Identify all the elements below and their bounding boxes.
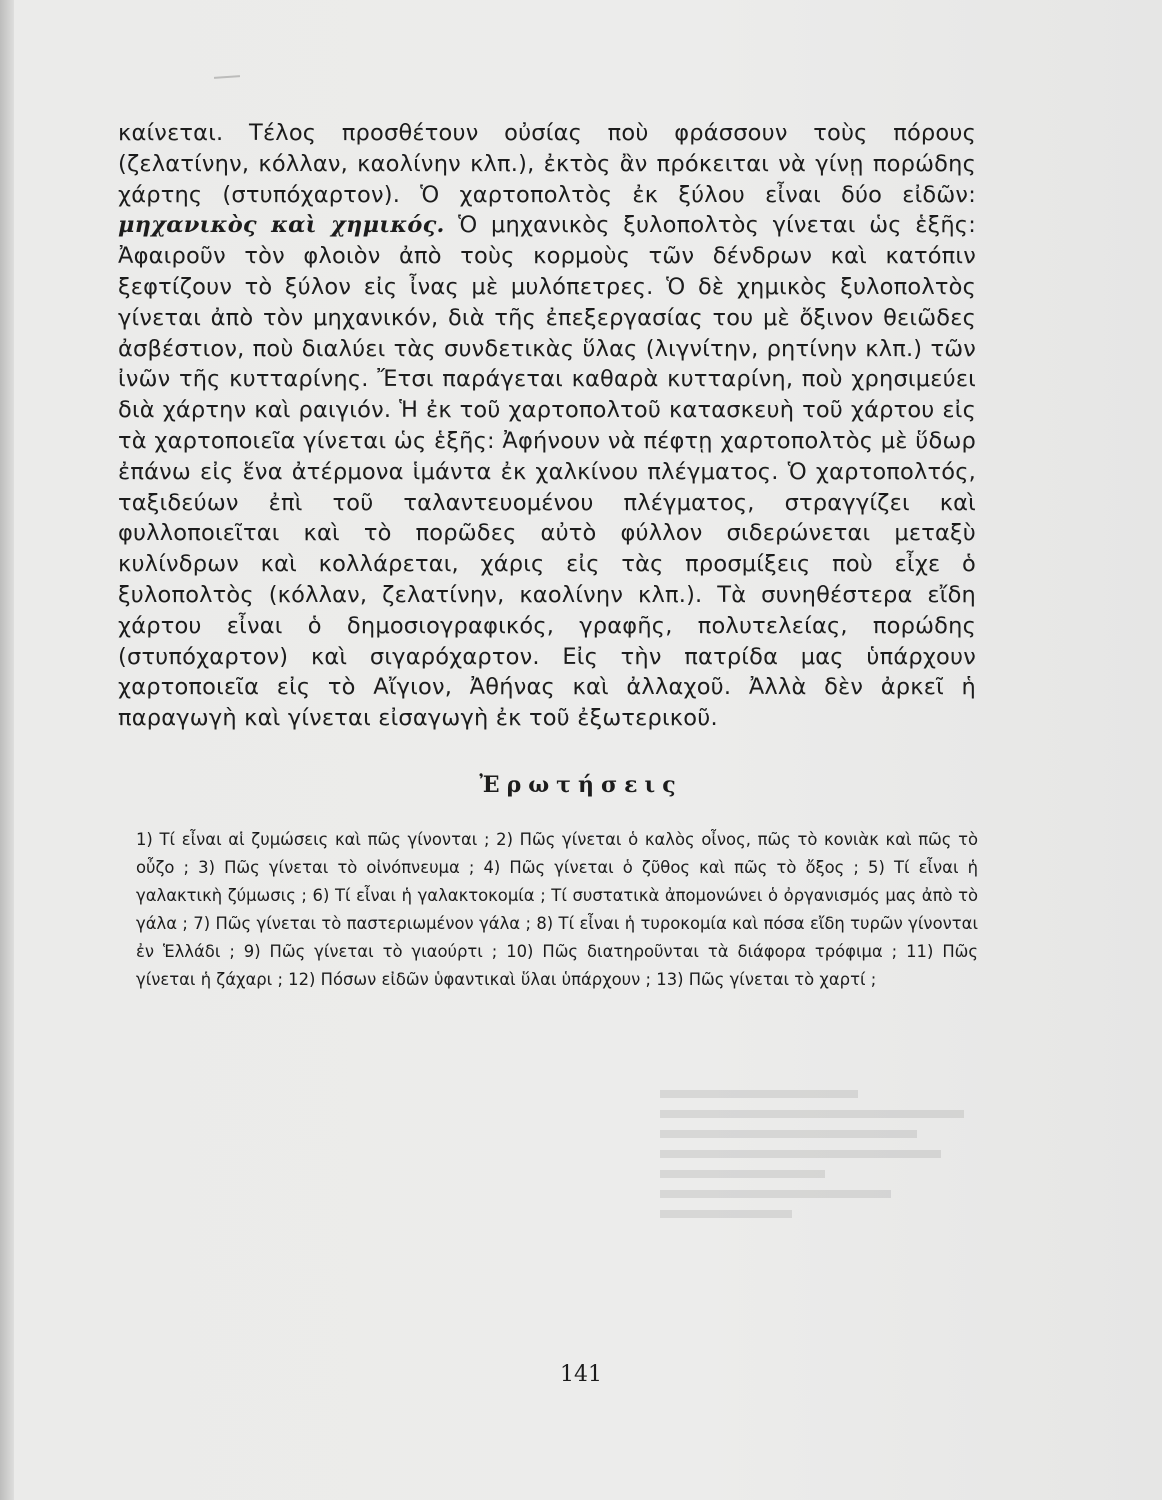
page-number: 141 xyxy=(560,1362,602,1387)
main-paragraph xyxy=(118,118,976,734)
pencil-mark xyxy=(214,75,240,79)
questions-list: 1) Τί εἶναι αἱ ζυμώσεις καὶ πῶς γίνονται ; 2) Πῶς γίνεται ὁ καλὸς οἶνος, πῶς τὸ κονιὰκ καὶ πῶς τὸ οὖζο ; 3) Πῶς γίνεται τὸ οἰνόπνευμα ; 4) Πῶς γίνεται ὁ ζῦθος καὶ πῶς τὸ ὄξος ; 5) Τί εἶναι ἡ γαλακτικὴ ζύμωσις ; 6) Τί εἶναι ἡ γαλακτοκομία ; Τί συστατικὰ ἀπομονώνει ὁ ὀργανισμός μας ἀπὸ τὸ γάλα ; 7) Πῶς γίνεται τὸ παστεριωμένον γάλα ; 8) Τί εἶναι ἡ τυροκομία καὶ πόσα εἴδη τυρῶν γίνονται ἐν Ἑλλάδι ; 9) Πῶς γίνεται τὸ γιαούρτι ; 10) Πῶς διατηροῦνται τὰ διάφορα τρόφιμα ; 11) Πῶς γίνεται ἡ ζάχαρι ; 12) Πόσων εἰδῶν ὑφαντικαὶ ὕλαι ὑπάρχουν ; 13) Πῶς γίνεται τὸ χαρτί ; xyxy=(136,830,978,989)
paragraph-start: καίνεται. Τέλος προσθέτουν οὐσίας ποὺ φράσσουν τοὺς πόρους (ζελατίνην, κόλλαν, καολίνην κλπ.), ἐκτὸς ἂν πρόκειται νὰ γίνῃ πορώδης χάρτης (στυπόχαρτον). Ὁ χαρτοπολτὸς ἐκ ξύλου εἶναι δύο εἰδῶν: xyxy=(118,120,976,208)
binding-edge-shadow xyxy=(0,0,14,1500)
paragraph-rest: Ὁ μηχανικὸς ξυλοπολτὸς γίνεται ὡς ἑξῆς: Ἀφαιροῦν τὸν φλοιὸν ἀπὸ τοὺς κορμοὺς τῶν δένδρων καὶ κατόπιν ξεφτίζουν τὸ ξύλον εἰς ἶνας μὲ μυλόπετρες. Ὁ δὲ χημικὸς ξυλοπολτὸς γίνεται ἀπὸ τὸν μηχανικόν, διὰ τῆς ἐπεξεργασίας του μὲ ὄξινον θειῶδες ἀσβέστιον, ποὺ διαλύει τὰς συνδετικὰς ὕλας (λιγνίτην, ρητίνην κλπ.) τῶν ἰνῶν τῆς κυτταρίνης. Ἔτσι παράγεται καθαρὰ κυτταρίνη, ποὺ χρησιμεύει διὰ χάρτην καὶ ραιγιόν. Ἡ ἐκ τοῦ χαρτοπολτοῦ κατασκευὴ τοῦ χάρτου εἰς τὰ χαρτοποιεῖα γίνεται ὡς ἑξῆς: Ἀφήνουν νὰ πέφτῃ χαρτοπολτὸς μὲ ὕδωρ ἐπάνω εἰς ἕνα ἀτέρμονα ἱμάντα ἐκ χαλκίνου πλέγματος. Ὁ χαρτοπολτός, ταξιδεύων ἐπὶ τοῦ ταλαντευομένου πλέγματος, στραγγίζει καὶ φυλλοποιεῖται καὶ τὸ πορῶδες αὐτὸ φύλλον σιδερώνεται μεταξὺ κυλίνδρων καὶ κολλάρεται, χάρις εἰς τὰς προσμίξεις ποὺ εἶχε ὁ ξυλοπολτὸς (κόλλαν, ζελατίνην, καολίνην κλπ.). Τὰ συνηθέστερα εἴδη χάρτου εἶναι ὁ δημοσιογραφικός, γραφῆς, πολυτελείας, πορώδης (στυπόχαρτον) καὶ σιγαρόχαρτον. Εἰς τὴν πατρίδα μας ὑπάρχουν χαρτοποιεῖα εἰς τὸ Αἴγιον, Ἀθήνας καὶ ἀλλαχοῦ. Ἀλλὰ δὲν ἀρκεῖ ἡ παραγωγὴ καὶ γίνεται εἰσαγωγὴ ἐκ τοῦ ἐξωτερικοῦ. xyxy=(118,212,976,732)
show-through-bleed xyxy=(660,1090,990,1290)
emphasized-term: μηχανικὸς καὶ χημικός. xyxy=(118,212,445,239)
questions-heading: Ἐρωτήσεις xyxy=(479,772,683,798)
